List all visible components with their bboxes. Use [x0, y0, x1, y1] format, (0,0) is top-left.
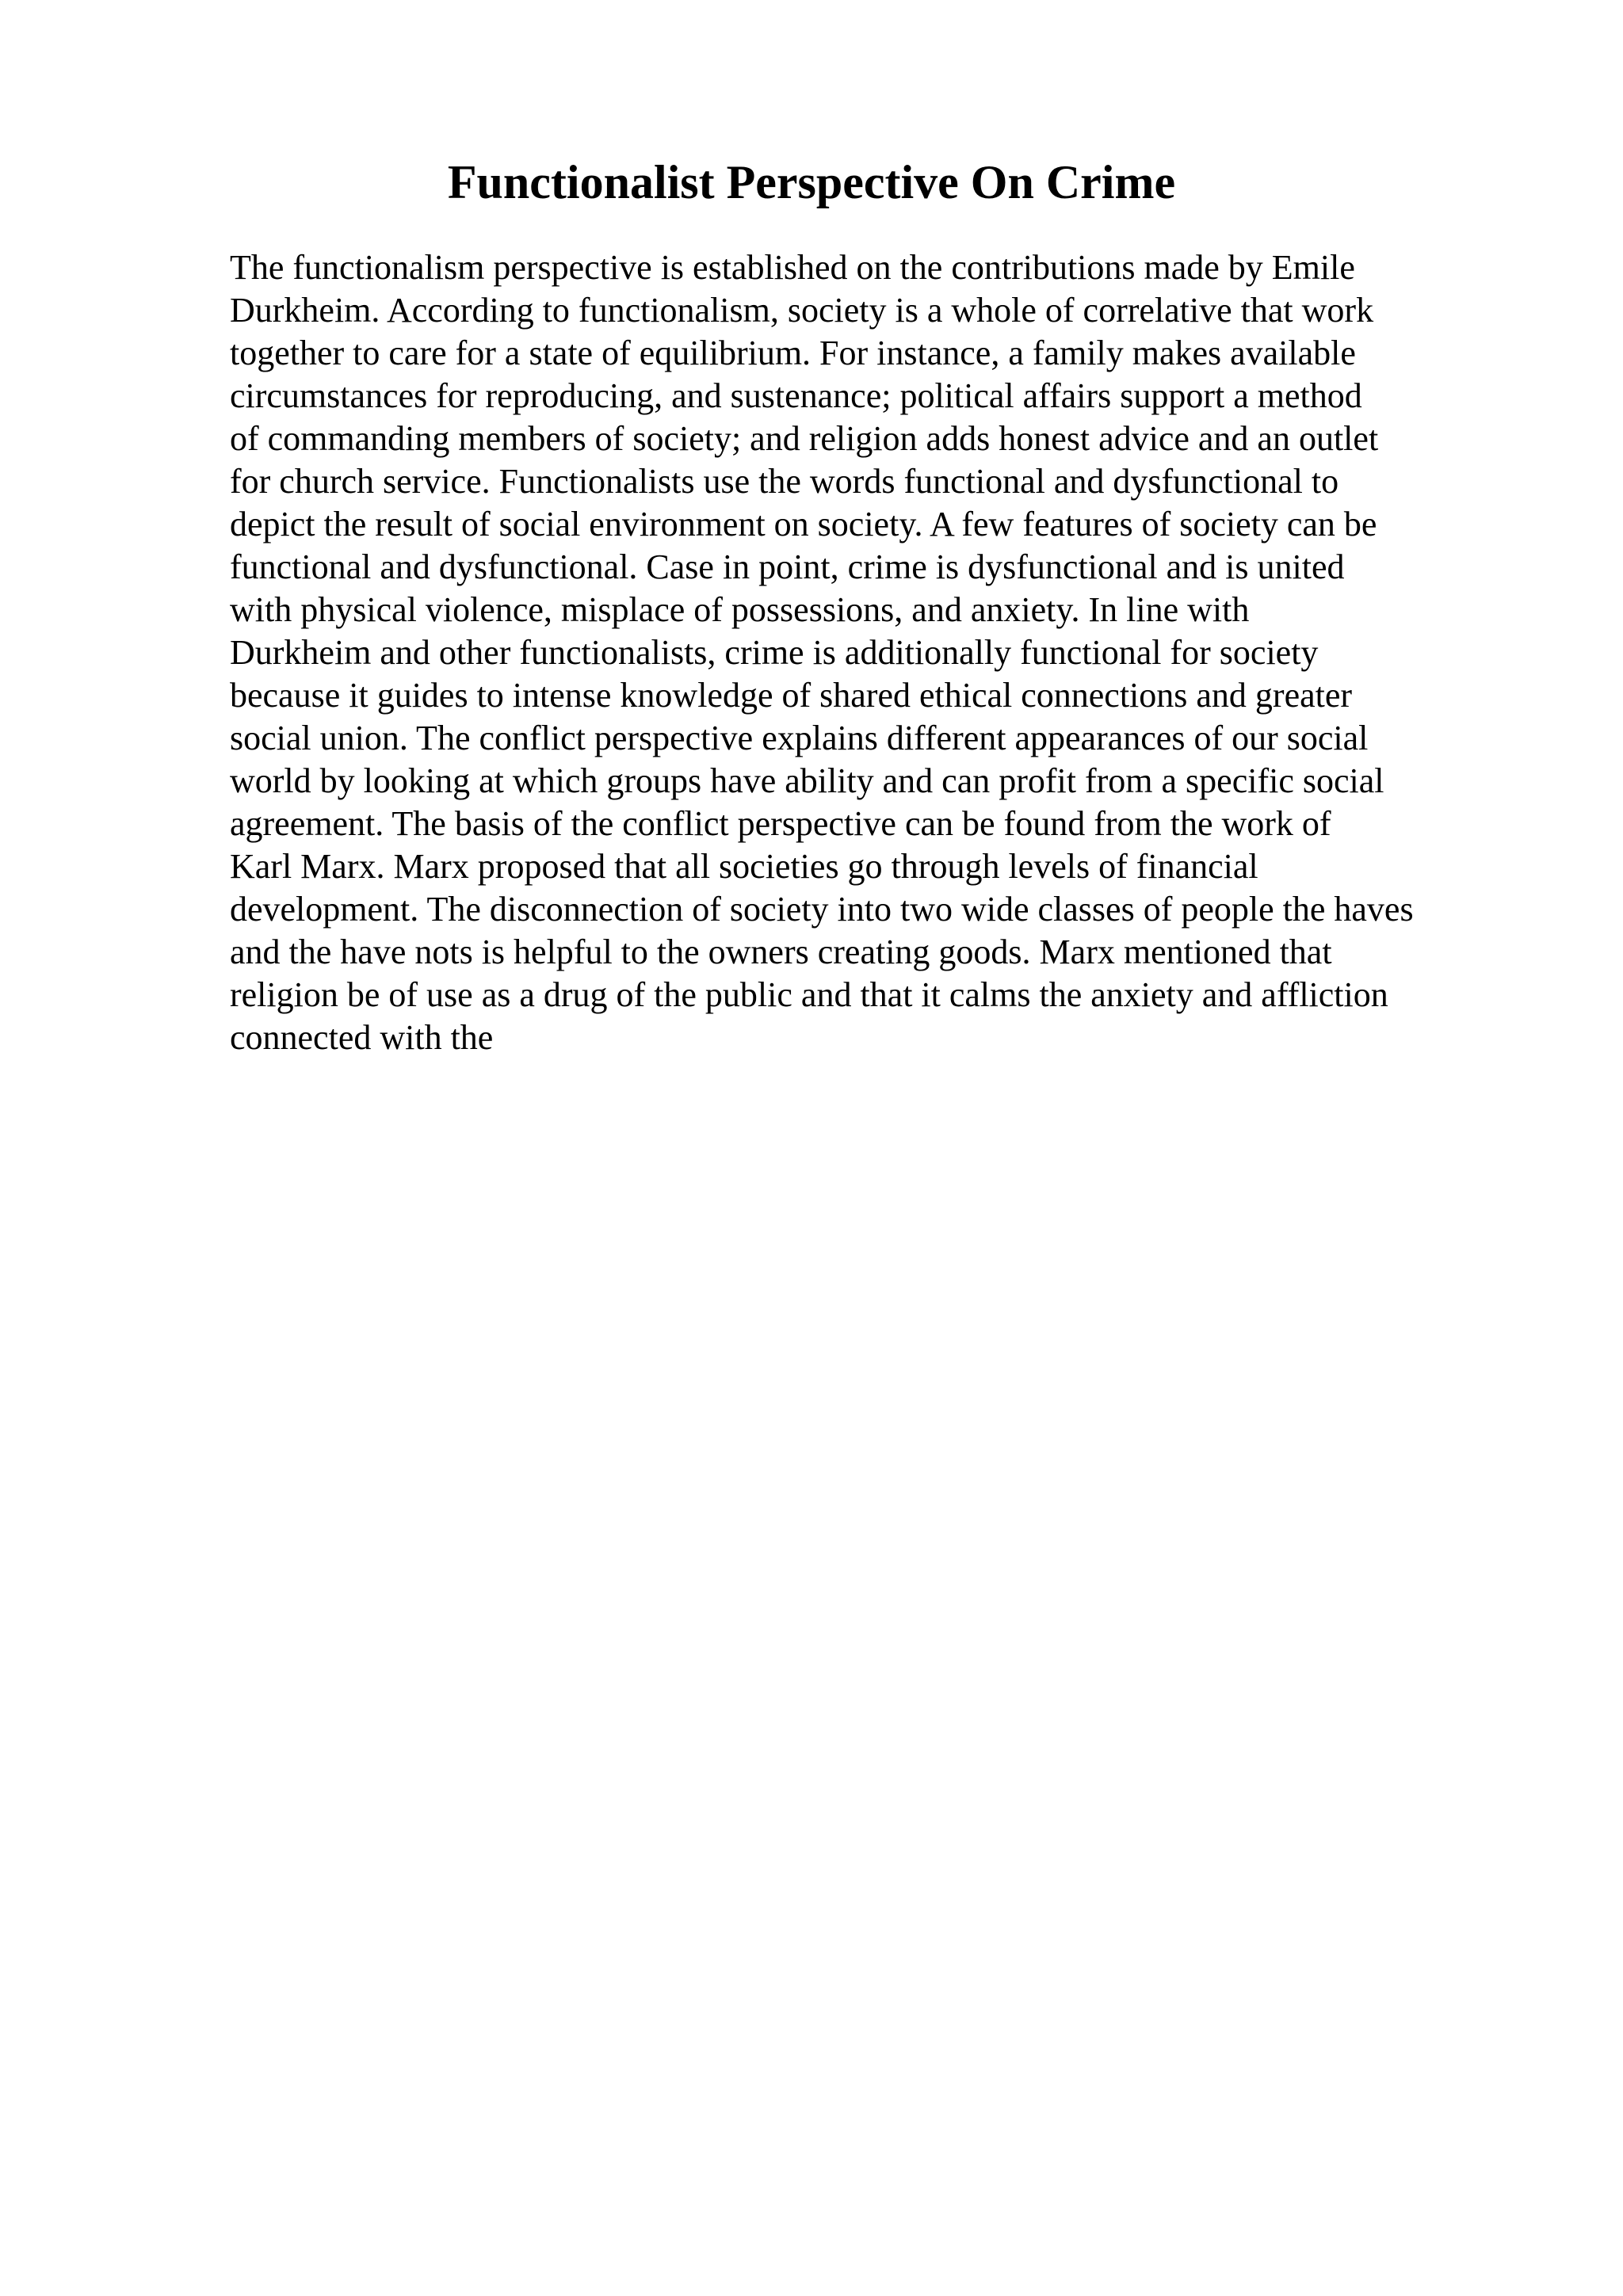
body-line: for church service. Functionalists use the words functional and dysfunctional to	[230, 462, 1339, 501]
body-line: because it guides to intense knowledge of shared ethical connections and greater	[230, 676, 1353, 715]
body-line: connected with the	[230, 1018, 494, 1057]
body-line: Durkheim. According to functionalism, society is a whole of correlative that work	[230, 291, 1374, 330]
body-line: development. The disconnection of society into two wide classes of people the haves	[230, 890, 1414, 929]
body-line: Durkheim and other functionalists, crime is additionally functional for society	[230, 633, 1319, 672]
body-line: The functionalism perspective is established on the contributions made by Emile	[230, 248, 1355, 287]
body-line: together to care for a state of equilibrium. For instance, a family makes available	[230, 334, 1356, 372]
body-line: functional and dysfunctional. Case in point, crime is dysfunctional and is united	[230, 547, 1345, 586]
body-line: agreement. The basis of the conflict perspective can be found from the work of	[230, 804, 1331, 843]
body-line: social union. The conflict perspective explains different appearances of our social	[230, 719, 1369, 757]
body-line: with physical violence, misplace of possessions, and anxiety. In line with	[230, 590, 1250, 629]
body-line: circumstances for reproducing, and sustenance; political affairs support a method	[230, 376, 1362, 415]
body-line: of commanding members of society; and religion adds honest advice and an outlet	[230, 419, 1379, 458]
body-line: Karl Marx. Marx proposed that all societies go through levels of financial	[230, 847, 1258, 886]
body-line: depict the result of social environment on society. A few features of society can be	[230, 505, 1377, 543]
body-line: and the have nots is helpful to the owners creating goods. Marx mentioned that	[230, 933, 1332, 971]
body-line: religion be of use as a drug of the public and that it calms the anxiety and affliction	[230, 975, 1388, 1014]
document-title: Functionalist Perspective On Crime	[447, 156, 1176, 208]
document-body	[230, 246, 1498, 1059]
body-line: world by looking at which groups have ability and can profit from a specific social	[230, 761, 1384, 800]
